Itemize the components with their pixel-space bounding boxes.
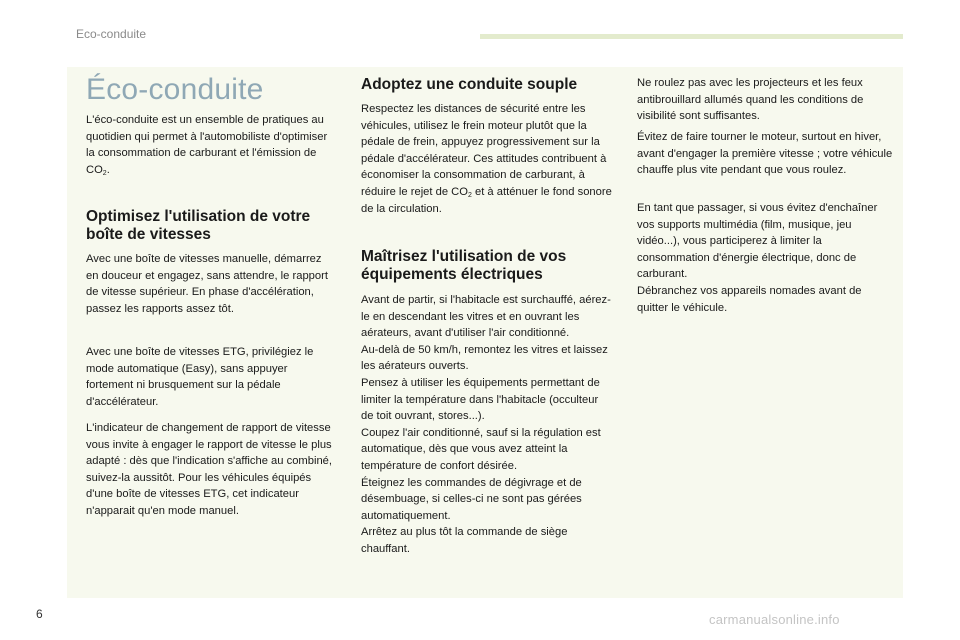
gearbox-paragraph-manual: Avec une boîte de vitesses manuelle, démarrez en douceur et engagez, sans attendre, le rapport de vitesse supérieur. En phase d'accélération, passez les rapports assez tôt. [86,253,328,315]
header-accent-bar [480,34,903,39]
intro-text: L'éco-conduite est un ensemble de pratiques au quotidien qui permet à l'automobiliste d'optimiser la consommation de carburant et l'émission de CO [86,114,328,176]
co2-subscript: 2 [467,191,472,199]
content-panel [67,67,903,598]
electrical-heading: Maîtrisez l'utilisation de vos équipements électriques [361,248,567,283]
section-header-label: Eco-conduite [76,27,147,41]
electrical-paragraph: Avant de partir, si l'habitacle est surchauffé, aérez-le en descendant les vitres et en ouvrant les aérateurs, avant d'utiliser l'air conditionné. Au-delà de 50 km/h, remontez les vitres et laissez les aérateurs ouverts. Pensez à utiliser les équipements permettant de limiter la température dans l'habitacle (occulteur de toit ouvrant, stores...). Coupez l'air conditionné, sauf si la régulation est automatique, dès que vous avez atteint la température de confort désirée. Éteignez les commandes de dégivrage et de désembuage, si celles-ci ne sont pas gérées automatiquement. Arrêtez au plus tôt la commande de siège chauffant. [361,294,611,555]
headlights-paragraph: Ne roulez pas avec les projecteurs et les feux antibrouillard allumés quand les conditions de visibilité sont suffisantes. [637,77,864,123]
gearbox-paragraph-etg: Avec une boîte de vitesses ETG, privilégiez le mode automatique (Easy), sans appuyer fortement ni brusquement sur la pédale d'accélérateur. [86,346,314,408]
smooth-driving-heading: Adoptez une conduite souple [361,76,578,93]
gearbox-heading: Optimisez l'utilisation de votre boîte de vitesses [86,208,311,243]
smooth-driving-paragraph [361,101,613,217]
intro-paragraph [86,112,334,178]
watermark: carmanualsonline.info [709,612,840,627]
page-title: Éco-conduite [86,73,264,106]
smooth-end: et à atténuer le fond sonore de la circulation. [361,185,612,215]
gearbox-paragraph-indicator: L'indicateur de changement de rapport de vitesse vous invite à engager le rapport de vitesse le plus adapté : dès que l'indication s'affiche au combiné, suivez-la aussitôt. Pour les véhicules équipés d'une boîte de vitesses ETG, cet indicateur n'apparait qu'en mode manuel. [86,422,333,517]
page-number: 6 [36,607,43,621]
passenger-paragraph: En tant que passager, si vous évitez d'enchaîner vos supports multimédia (film, musique, jeu vidéo...), vous participerez à limiter la consommation d'énergie électrique, donc de carburant. Débranchez vos appareils nomades avant de quitter le véhicule. [637,202,878,314]
intro-end: . [106,163,110,176]
co2-subscript: 2 [102,169,107,177]
engine-idle-paragraph: Évitez de faire tourner le moteur, surtout en hiver, avant d'engager la première vitesse ; votre véhicule chauffe plus vite pendant que vous roulez. [637,131,893,177]
smooth-text: Respectez les distances de sécurité entre les véhicules, utilisez le frein moteur plutôt que la pédale de frein, appuyez progressivement sur la pédale d'accélérateur. Ces attitudes contribuent à économiser la consommation de carburant, à réduire le rejet de CO [361,103,607,198]
